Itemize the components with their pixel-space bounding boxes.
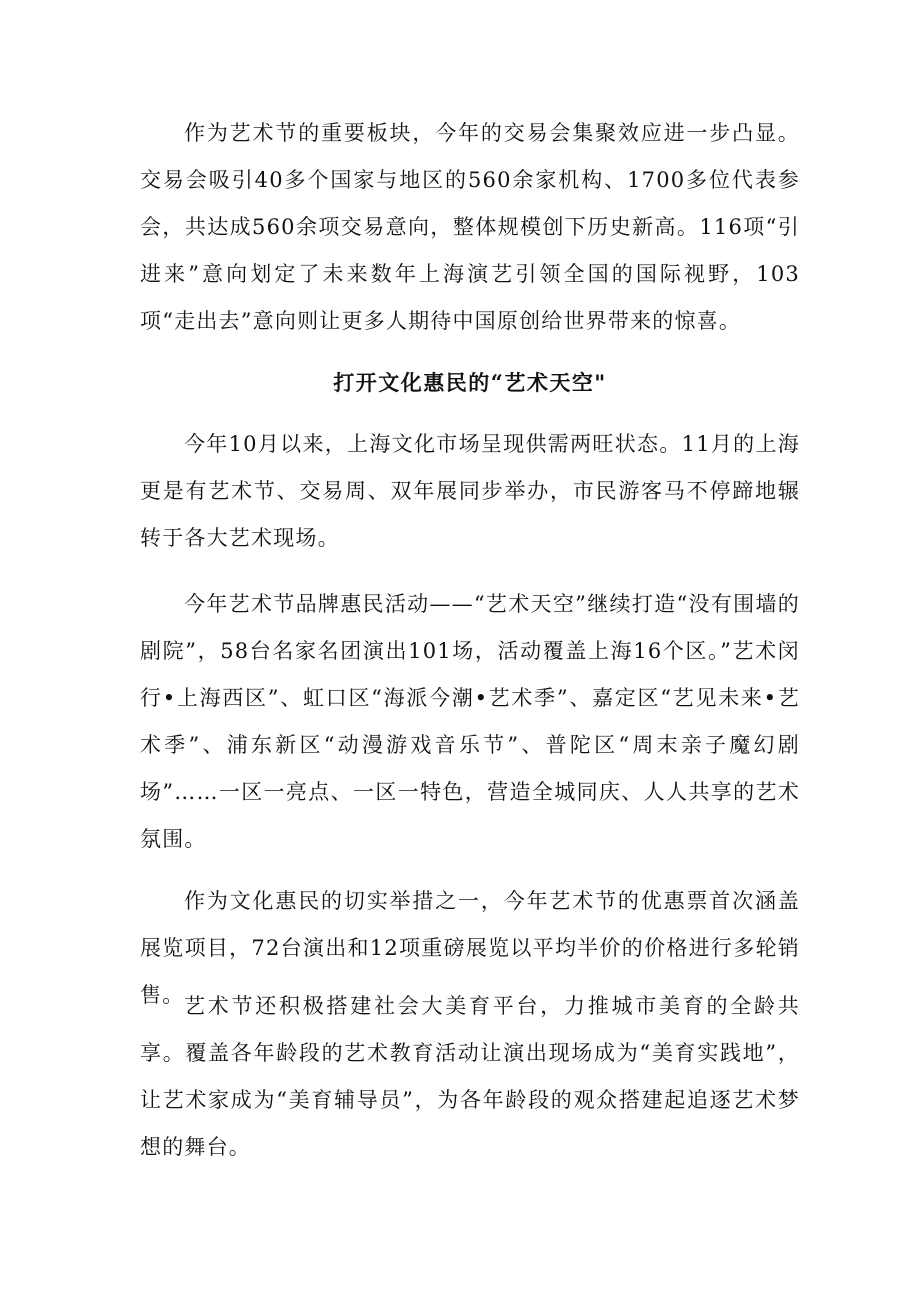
paragraph-cultural-market: 今年10月以来，上海文化市场呈现供需两旺状态。11月的上海更是有艺术节、交易周、双年展同步举办，市民游客马不停蹄地辗转于各大艺术现场。 <box>140 432 800 550</box>
paragraph-art-sky: 今年艺术节品牌惠民活动——“艺术天空”继续打造“没有围墙的剧院”，58台名家名团演出101场，活动覆盖上海16个区。”艺术闵行•上海西区”、虹口区“海派今潮•艺术季”、嘉定区“艺见未来•艺术季”、浦东新区“动漫游戏音乐节”、普陀区“周末亲子魔幻剧场”……一区一亮点、一区一特色，营造全城同庆、人人共享的艺术氛围。 <box>140 592 800 851</box>
paragraph-aesthetic-education: 艺术节还积极搭建社会大美育平台，力推城市美育的全龄共享。覆盖各年龄段的艺术教育活动让演出现场成为“美育实践地”，让艺术家成为“美育辅导员”，为各年龄段的观众搭建起追逐艺术梦想的舞台。 <box>140 994 800 1159</box>
section-heading: 打开文化惠民的“艺术天空" <box>333 370 607 395</box>
paragraph-trade-fair: 作为艺术节的重要板块，今年的交易会集聚效应进一步凸显。交易会吸引40多个国家与地区的560余家机构、1700多位代表参会，共达成560余项交易意向，整体规模创下历史新高。116项“引进来”意向划定了未来数年上海演艺引领全国的国际视野，103项“走出去”意向则让更多人期待中国原创给世界带来的惊喜。 <box>140 121 800 333</box>
paragraph-discount-tickets: 作为文化惠民的切实举措之一，今年艺术节的优惠票首次涵盖展览项目，72台演出和12项重磅展览以平均半价的价格进行多轮销售。 <box>140 889 800 1007</box>
